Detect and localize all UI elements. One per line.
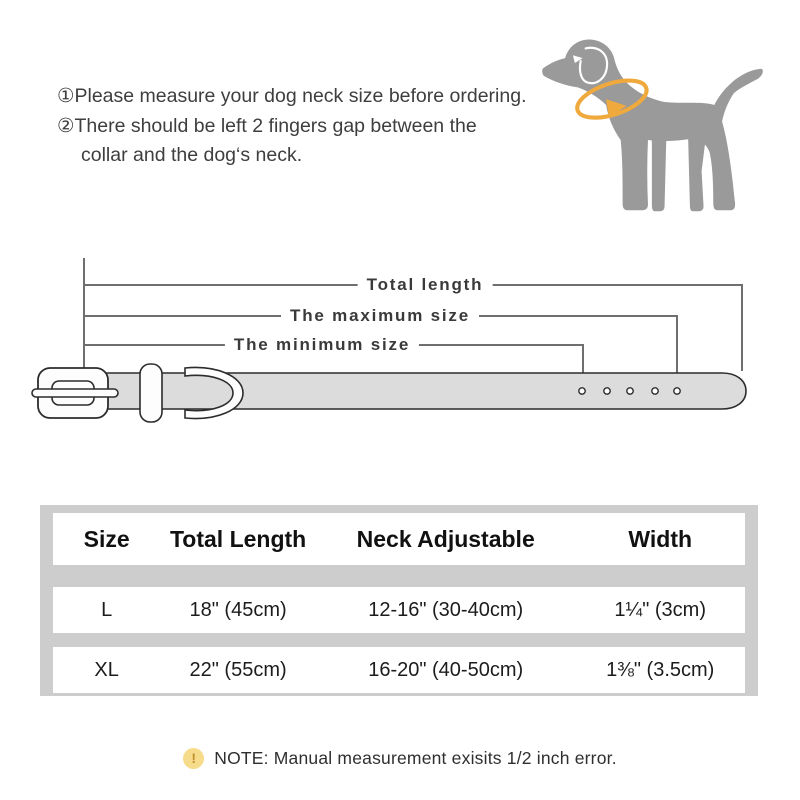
measurement-note: [0, 744, 800, 772]
total-length-pointer-line: [741, 284, 743, 371]
collar-hole-3: [627, 388, 633, 394]
header-size: Size: [83, 525, 130, 552]
cell-width: 1¼" (3cm): [614, 598, 706, 621]
collar-hole-2: [604, 388, 610, 394]
exclamation-mark: !: [191, 750, 197, 766]
collar-drawing-svg: [30, 360, 755, 425]
collar-keeper-loop: [140, 364, 162, 422]
header-width: Width: [628, 525, 693, 552]
cell-total-length: 18" (45cm): [189, 598, 287, 621]
size-table-header-row: [53, 513, 745, 565]
maximum-size-label: The maximum size: [281, 306, 479, 326]
cell-size: L: [101, 598, 113, 621]
instruction-2-continued: collar and the dog‘s neck.: [81, 144, 303, 166]
header-neck-adjustable: Neck Adjustable: [356, 525, 535, 552]
cell-total-length: 22" (55cm): [189, 658, 287, 681]
instruction-1-text: Please measure your dog neck size before ordering.: [74, 85, 527, 107]
total-length-label: Total length: [358, 275, 493, 295]
cell-neck-adjustable: 12-16" (30-40cm): [368, 598, 524, 621]
size-table: [40, 505, 758, 696]
circled-one: ①: [57, 85, 75, 107]
cell-size: XL: [94, 658, 119, 681]
cell-neck-adjustable: 16-20" (40-50cm): [368, 658, 524, 681]
collar-hole-5: [674, 388, 680, 394]
exclamation-icon: [183, 748, 204, 769]
minimum-size-label: The minimum size: [225, 335, 419, 355]
buckle-prong: [32, 389, 118, 397]
collar-strap: [105, 373, 746, 409]
table-row-XL: [53, 647, 745, 693]
circled-two: ②: [57, 114, 75, 137]
note-text: NOTE: Manual measurement exisits 1/2 inch error.: [214, 747, 617, 768]
table-row-L: [53, 587, 745, 633]
cell-width: 1⅜" (3.5cm): [606, 658, 715, 681]
header-total-length: Total Length: [169, 525, 307, 552]
instruction-2-text: There should be left 2 fingers gap between the: [74, 114, 477, 137]
collar-hole-1: [579, 388, 585, 394]
collar-hole-4: [652, 388, 658, 394]
